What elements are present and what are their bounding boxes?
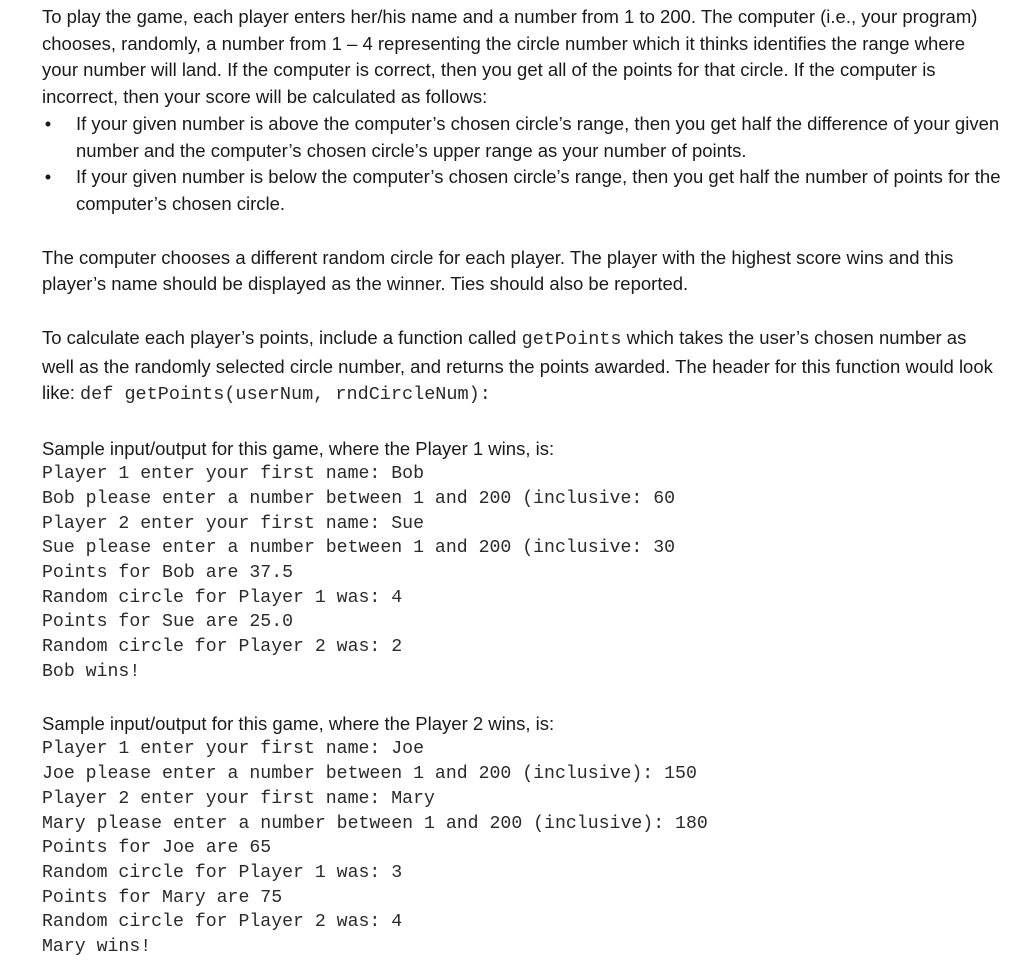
function-paragraph (42, 325, 1002, 409)
console-line: Random circle for Player 1 was: 3 (42, 862, 403, 883)
assignment-document (42, 0, 1002, 960)
console-line: Player 2 enter your first name: Mary (42, 788, 435, 809)
console-line: Points for Joe are 65 (42, 838, 272, 859)
winner-paragraph: The computer chooses a different random circle for each player. The player with the highest score wins and this player’s name should be displayed as the winner. Ties should also be reported. (42, 246, 954, 295)
spacer (42, 684, 1002, 711)
spacer (42, 218, 1002, 245)
spacer (42, 298, 1002, 325)
console-line: Mary wins! (42, 937, 152, 958)
rule-above-range (42, 111, 1002, 164)
console-line: Mary please enter a number between 1 and 200 (inclusive): 180 (42, 813, 708, 834)
console-line: Player 1 enter your first name: Joe (42, 739, 424, 760)
sample2-heading: Sample input/output for this game, where the Player 2 wins, is: (42, 713, 555, 735)
console-line: Sue please enter a number between 1 and 200 (inclusive: 30 (42, 538, 676, 559)
console-line: Points for Mary are 75 (42, 887, 283, 908)
console-line: Random circle for Player 2 was: 2 (42, 637, 403, 658)
console-line: Player 1 enter your first name: Bob (42, 464, 424, 485)
bullet-icon: • (44, 112, 52, 134)
console-line: Bob please enter a number between 1 and 200 (inclusive: 60 (42, 488, 676, 509)
function-text-middle: which takes the user’s chosen number as well as the randomly selected circle number, and returns the points awarded. The header for this function would look like: (42, 327, 993, 404)
bullet-icon: • (44, 166, 52, 188)
console-line: Random circle for Player 1 was: 4 (42, 587, 403, 608)
function-text-before: To calculate each player’s points, include a function called (42, 327, 522, 349)
console-line: Bob wins! (42, 661, 141, 682)
sample2-console (42, 737, 1002, 959)
console-line: Joe please enter a number between 1 and 200 (inclusive): 150 (42, 764, 697, 785)
function-header-code: def getPoints(userNum, rndCircleNum): (80, 384, 491, 406)
spacer (42, 409, 1002, 436)
scoring-rules-list (42, 111, 1002, 218)
rule-text: If your given number is below the computer’s chosen circle’s range, then you get half the number of points for the computer’s chosen circle. (76, 166, 1001, 214)
sample1-console (42, 462, 1002, 684)
sample1-heading: Sample input/output for this game, where the Player 1 wins, is: (42, 438, 555, 460)
intro-paragraph: To play the game, each player enters her/his name and a number from 1 to 200. The computer (i.e., your program) chooses, randomly, a number from 1 – 4 representing the circle number which it thinks identifies the range where your number will land. If the computer is correct, then you get all of the points for that circle. If the computer is incorrect, then your score will be calculated as follows: (42, 6, 978, 108)
console-line: Random circle for Player 2 was: 4 (42, 912, 403, 933)
console-line: Points for Bob are 37.5 (42, 562, 294, 583)
console-line: Player 2 enter your first name: Sue (42, 513, 424, 534)
rule-below-range (42, 164, 1002, 217)
function-name-code: getPoints (521, 329, 622, 351)
console-line: Points for Sue are 25.0 (42, 612, 294, 633)
rule-text: If your given number is above the computer’s chosen circle’s range, then you get half the difference of your given number and the computer’s chosen circle’s upper range as your number of points. (76, 112, 1000, 161)
